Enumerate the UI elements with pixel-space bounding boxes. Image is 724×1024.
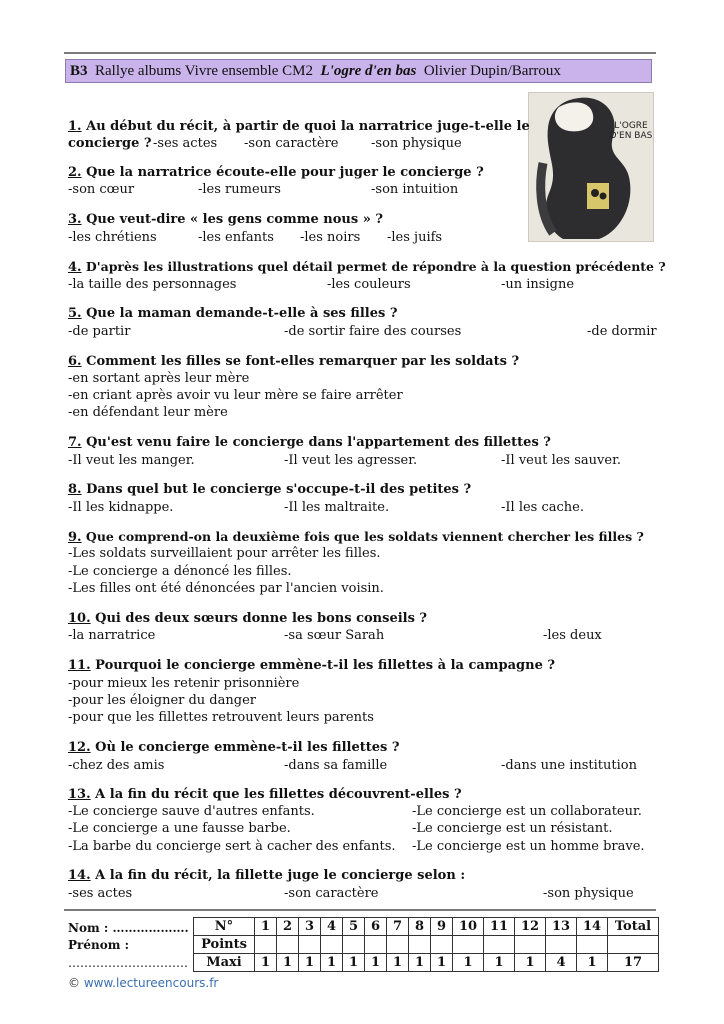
answer-option: -ses actes [68, 886, 133, 901]
question-col: 10 [453, 918, 484, 936]
answer-option: -les rumeurs [198, 182, 281, 197]
question-9 [68, 529, 644, 545]
question-3 [68, 212, 383, 227]
question-7 [68, 435, 551, 450]
question-text: A la fin du récit, la fillette juge le concierge selon : [90, 868, 466, 883]
question-number: 7. [68, 435, 82, 450]
copyright-symbol: © [68, 976, 80, 990]
maxi-row [194, 954, 659, 972]
answer-option: -la taille des personnages [68, 277, 237, 292]
question-col: 11 [484, 918, 515, 936]
answer-option: -Il les maltraite. [284, 500, 390, 515]
question-col: 9 [431, 918, 453, 936]
bottom-rule [64, 909, 656, 911]
question-number: 4. [68, 260, 82, 275]
answer-option: -Il les cache. [501, 500, 584, 515]
answer-option: -la narratrice [68, 628, 156, 643]
answer-option: -La barbe du concierge sert à cacher des enfants. [68, 839, 396, 854]
question-11 [68, 658, 555, 673]
answer-option: -Le concierge est un collaborateur. [412, 804, 642, 819]
answer-option: -sa sœur Sarah [284, 628, 385, 643]
answer-option: -son caractère [244, 136, 339, 151]
question-12 [68, 740, 399, 755]
book-cover-image [528, 92, 654, 242]
series-title: Rallye albums Vivre ensemble CM2 [95, 63, 313, 79]
question-col: 4 [321, 918, 343, 936]
answer-option: -son physique [543, 886, 634, 901]
answer-option: -ses actes [153, 136, 218, 151]
question-13 [68, 787, 462, 802]
answer-option: -les chrétiens [68, 230, 157, 245]
book-title: L'ogre d'en bas [320, 63, 417, 79]
question-2 [68, 165, 484, 180]
points-cell[interactable] [255, 936, 277, 954]
prenom-dots: ………………………… [68, 956, 188, 970]
answer-option: -Le concierge a dénoncé les filles. [68, 564, 292, 579]
question-number: 8. [68, 482, 82, 497]
question-col: 1 [255, 918, 277, 936]
question-col: 14 [577, 918, 608, 936]
maxi-label: Maxi [194, 954, 255, 972]
question-text: Où le concierge emmène-t-il les fillettes ? [90, 740, 400, 755]
answer-option: -Le concierge a une fausse barbe. [68, 821, 291, 836]
answer-option: -Il les kidnappe. [68, 500, 174, 515]
maxi-value: 1 [299, 954, 321, 972]
answer-option: -de dormir [587, 324, 657, 339]
answer-option: -Les filles ont été dénoncées par l'ancien voisin. [68, 581, 384, 596]
question-text: Qu'est venu faire le concierge dans l'appartement des fillettes ? [81, 435, 551, 450]
maxi-total: 17 [608, 954, 659, 972]
maxi-value: 1 [484, 954, 515, 972]
answer-option: -son cœur [68, 182, 135, 197]
question-8 [68, 482, 471, 497]
points-total-cell[interactable] [608, 936, 659, 954]
question-number: 3. [68, 212, 82, 227]
question-text: Que comprend-on la deuxième fois que les soldats viennent chercher les filles ? [81, 529, 644, 544]
question-text: A la fin du récit que les fillettes découvrent-elles ? [90, 787, 462, 802]
question-number: 13. [68, 787, 91, 802]
points-cell[interactable] [365, 936, 387, 954]
question-text: concierge ? [68, 136, 152, 151]
points-cell[interactable] [299, 936, 321, 954]
question-col: 5 [343, 918, 365, 936]
answer-option: -en criant après avoir vu leur mère se faire arrêter [68, 388, 403, 403]
question-text: Comment les filles se font-elles remarquer par les soldats ? [81, 354, 520, 369]
footer [68, 976, 218, 990]
maxi-value: 1 [277, 954, 299, 972]
answer-option: -Il veut les manger. [68, 453, 195, 468]
cover-title-line1: L'OGRE [614, 121, 648, 131]
points-cell[interactable] [321, 936, 343, 954]
question-text: Dans quel but le concierge s'occupe-t-il des petites ? [81, 482, 472, 497]
maxi-value: 1 [321, 954, 343, 972]
question-number: 12. [68, 740, 91, 755]
header-banner [65, 59, 652, 83]
answer-option: -Le concierge est un homme brave. [412, 839, 645, 854]
answer-option: -en défendant leur mère [68, 405, 228, 420]
points-cell[interactable] [387, 936, 409, 954]
cover-title [609, 121, 653, 141]
answer-option: -les deux [543, 628, 602, 643]
cover-title-line2: D'EN BAS [609, 131, 653, 141]
answer-option: -les noirs [300, 230, 361, 245]
question-10 [68, 611, 427, 626]
question-number: 5. [68, 306, 82, 321]
question-4 [68, 259, 666, 275]
question-col: 12 [515, 918, 546, 936]
maxi-value: 1 [409, 954, 431, 972]
maxi-value: 1 [431, 954, 453, 972]
maxi-value: 1 [255, 954, 277, 972]
question-col: 8 [409, 918, 431, 936]
question-number: 9. [68, 530, 82, 545]
question-number: 1. [68, 119, 82, 134]
answer-option: -son intuition [371, 182, 459, 197]
question-col: 3 [299, 918, 321, 936]
sheet-code: B3 [70, 63, 88, 79]
website-link[interactable]: www.lectureencours.fr [83, 976, 219, 990]
question-number: 14. [68, 868, 91, 883]
answer-option: -Il veut les agresser. [284, 453, 418, 468]
question-number: 10. [68, 611, 91, 626]
maxi-value: 1 [515, 954, 546, 972]
points-label: Points [194, 936, 255, 954]
maxi-value: 1 [343, 954, 365, 972]
question-14 [68, 868, 465, 883]
question-5 [68, 306, 397, 321]
question-col: 2 [277, 918, 299, 936]
answer-option: -en sortant après leur mère [68, 371, 250, 386]
points-cell[interactable] [431, 936, 453, 954]
answer-option: -son physique [371, 136, 462, 151]
number-header: N° [194, 918, 255, 936]
question-text: Que la narratrice écoute-elle pour juger le concierge ? [81, 165, 484, 180]
maxi-value: 1 [453, 954, 484, 972]
question-col: 7 [387, 918, 409, 936]
answer-option: -Les soldats surveillaient pour arrêter les filles. [68, 546, 381, 561]
score-header-row [194, 918, 659, 936]
answer-option: -un insigne [501, 277, 575, 292]
answer-option: -chez des amis [68, 758, 165, 773]
prenom-label: Prénom : [68, 938, 130, 952]
answer-option: -les couleurs [327, 277, 411, 292]
question-text: D'après les illustrations quel détail permet de répondre à la question précédente ? [81, 259, 666, 274]
answer-option: -de partir [68, 324, 131, 339]
book-authors: Olivier Dupin/Barroux [423, 63, 561, 79]
points-cell[interactable] [484, 936, 515, 954]
top-rule [64, 52, 656, 54]
question-text: Au début du récit, à partir de quoi la narratrice juge-t-elle le [81, 119, 530, 134]
points-cell[interactable] [546, 936, 577, 954]
question-col: 6 [365, 918, 387, 936]
question-text: Pourquoi le concierge emmène-t-il les fillettes à la campagne ? [90, 658, 556, 673]
score-table [193, 917, 659, 972]
question-number: 6. [68, 354, 82, 369]
maxi-value: 1 [387, 954, 409, 972]
answer-option: -son caractère [284, 886, 379, 901]
points-cell[interactable] [577, 936, 608, 954]
points-cell[interactable] [515, 936, 546, 954]
answer-option: -pour que les fillettes retrouvent leurs parents [68, 710, 374, 725]
points-cell[interactable] [277, 936, 299, 954]
points-cell[interactable] [409, 936, 431, 954]
points-row [194, 936, 659, 954]
question-number: 11. [68, 658, 91, 673]
answer-option: -Il veut les sauver. [501, 453, 621, 468]
maxi-value: 1 [365, 954, 387, 972]
points-cell[interactable] [343, 936, 365, 954]
answer-option: -les enfants [198, 230, 274, 245]
maxi-value: 4 [546, 954, 577, 972]
answer-option: -pour les éloigner du danger [68, 693, 256, 708]
maxi-value: 1 [577, 954, 608, 972]
question-1 [68, 119, 530, 134]
question-col: 13 [546, 918, 577, 936]
question-number: 2. [68, 165, 82, 180]
total-header: Total [608, 918, 659, 936]
answer-option: -dans sa famille [284, 758, 388, 773]
answer-option: -pour mieux les retenir prisonnière [68, 676, 300, 691]
question-text: Que veut-dire « les gens comme nous » ? [81, 212, 383, 227]
answer-option: -de sortir faire des courses [284, 324, 462, 339]
question-text: Qui des deux sœurs donne les bons conseils ? [90, 611, 428, 626]
answer-option: -Le concierge sauve d'autres enfants. [68, 804, 315, 819]
answer-option: -les juifs [387, 230, 443, 245]
nom-label: Nom : ………………. [68, 921, 189, 935]
ogre-illustration [529, 93, 654, 242]
answer-option: -dans une institution [501, 758, 637, 773]
question-1-line2 [68, 136, 152, 151]
points-cell[interactable] [453, 936, 484, 954]
question-6 [68, 354, 519, 369]
answer-option: -Le concierge est un résistant. [412, 821, 613, 836]
question-text: Que la maman demande-t-elle à ses filles ? [81, 306, 398, 321]
